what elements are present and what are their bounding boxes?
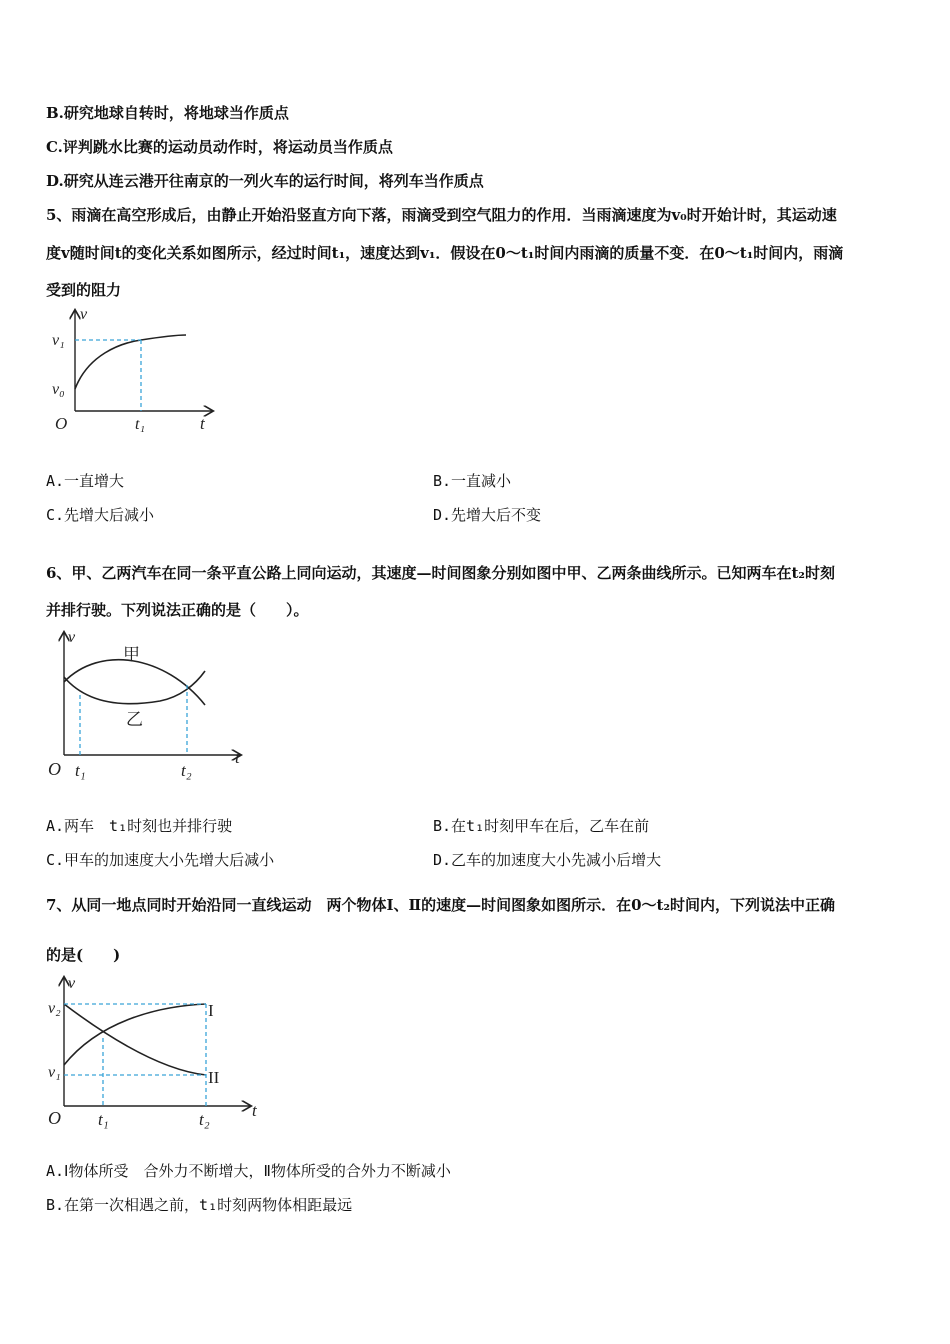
q5-option-c: C.先增大后减小 [46, 506, 155, 524]
q5-label-t: t [200, 414, 205, 433]
q5-velocity-time-graph [40, 305, 230, 435]
q6-stem-line2: 并排行驶。下列说法正确的是（ ）。 [46, 601, 309, 619]
q7-label-t: t [252, 1101, 257, 1120]
q7-label-II: II [208, 1068, 220, 1087]
q6-curve-yi [64, 671, 205, 704]
q7-option-a: A.Ⅰ物体所受 合外力不断增大，Ⅱ物体所受的合外力不断减小 [46, 1162, 451, 1180]
q6-label-v: v [68, 629, 76, 646]
q6-label-yi: 乙 [126, 710, 143, 729]
q7-label-origin: O [48, 1108, 61, 1128]
q7-label-v2: v₂ [48, 1000, 61, 1017]
q5-stem-line1: 5、雨滴在高空形成后，由静止开始沿竖直方向下落，雨滴受到空气阻力的作用．当雨滴速度为v₀时开始计时，其运动速 [46, 206, 837, 224]
q7-label-v1: v₁ [48, 1064, 61, 1081]
q5-label-v0: v₀ [52, 381, 65, 398]
q7-label-v: v [68, 975, 76, 992]
q6-label-t2: t₂ [181, 761, 192, 780]
q5-stem-line3: 受到的阻力 [46, 281, 122, 299]
q6-option-d: D.乙车的加速度大小先减小后增大 [433, 851, 662, 869]
q6-label-jia: 甲 [123, 645, 140, 664]
q6-label-t: t [235, 748, 240, 767]
q4-option-c: C.评判跳水比赛的运动员动作时，将运动员当作质点 [46, 138, 393, 156]
q7-label-t2: t₂ [199, 1110, 210, 1129]
q5-option-d: D.先增大后不变 [433, 506, 542, 524]
q6-label-t1: t₁ [75, 761, 86, 780]
q6-option-b: B.在t₁时刻甲车在后，乙车在前 [433, 817, 650, 835]
q4-option-b: B.研究地球自转时，将地球当作质点 [46, 104, 289, 122]
q5-curve [75, 335, 186, 389]
q7-velocity-time-graph [40, 970, 270, 1130]
q6-curve-jia [64, 660, 205, 705]
q5-option-a: A.一直增大 [46, 472, 125, 490]
q5-label-v1: v₁ [52, 332, 65, 349]
q4-option-d: D.研究从连云港开往南京的一列火车的运行时间，将列车当作质点 [46, 172, 484, 190]
q7-curve-I [64, 1004, 206, 1065]
q6-label-origin: O [48, 759, 61, 779]
q7-stem-line1: 7、从同一地点同时开始沿同一直线运动 两个物体Ⅰ、Ⅱ的速度—时间图象如图所示．在0～t₂时间内，下列说法中正确 [46, 896, 836, 914]
q7-label-I: I [208, 1001, 214, 1020]
q5-stem-line2: 度v随时间t的变化关系如图所示，经过时间t₁，速度达到v₁．假设在0～t₁时间内雨滴的质量不变．在0～t₁时间内，雨滴 [46, 244, 844, 262]
q6-velocity-time-graph [40, 625, 260, 785]
q6-option-a: A.两车 t₁时刻也并排行驶 [46, 817, 233, 835]
q6-option-c: C.甲车的加速度大小先增大后减小 [46, 851, 275, 869]
q7-curve-II [64, 1004, 206, 1075]
q5-label-origin: O [55, 414, 68, 433]
q7-stem-line2: 的是( ) [46, 946, 121, 964]
q7-label-t1: t₁ [98, 1110, 109, 1129]
q5-label-v: v [80, 306, 88, 323]
q6-stem-line1: 6、甲、乙两汽车在同一条平直公路上同向运动，其速度—时间图象分别如图中甲、乙两条曲线所示。已知两车在t₂时刻 [46, 564, 835, 582]
q5-option-b: B.一直减小 [433, 472, 512, 490]
q5-label-t1: t₁ [135, 416, 146, 433]
q7-option-b: B.在第一次相遇之前，t₁时刻两物体相距最远 [46, 1196, 353, 1214]
